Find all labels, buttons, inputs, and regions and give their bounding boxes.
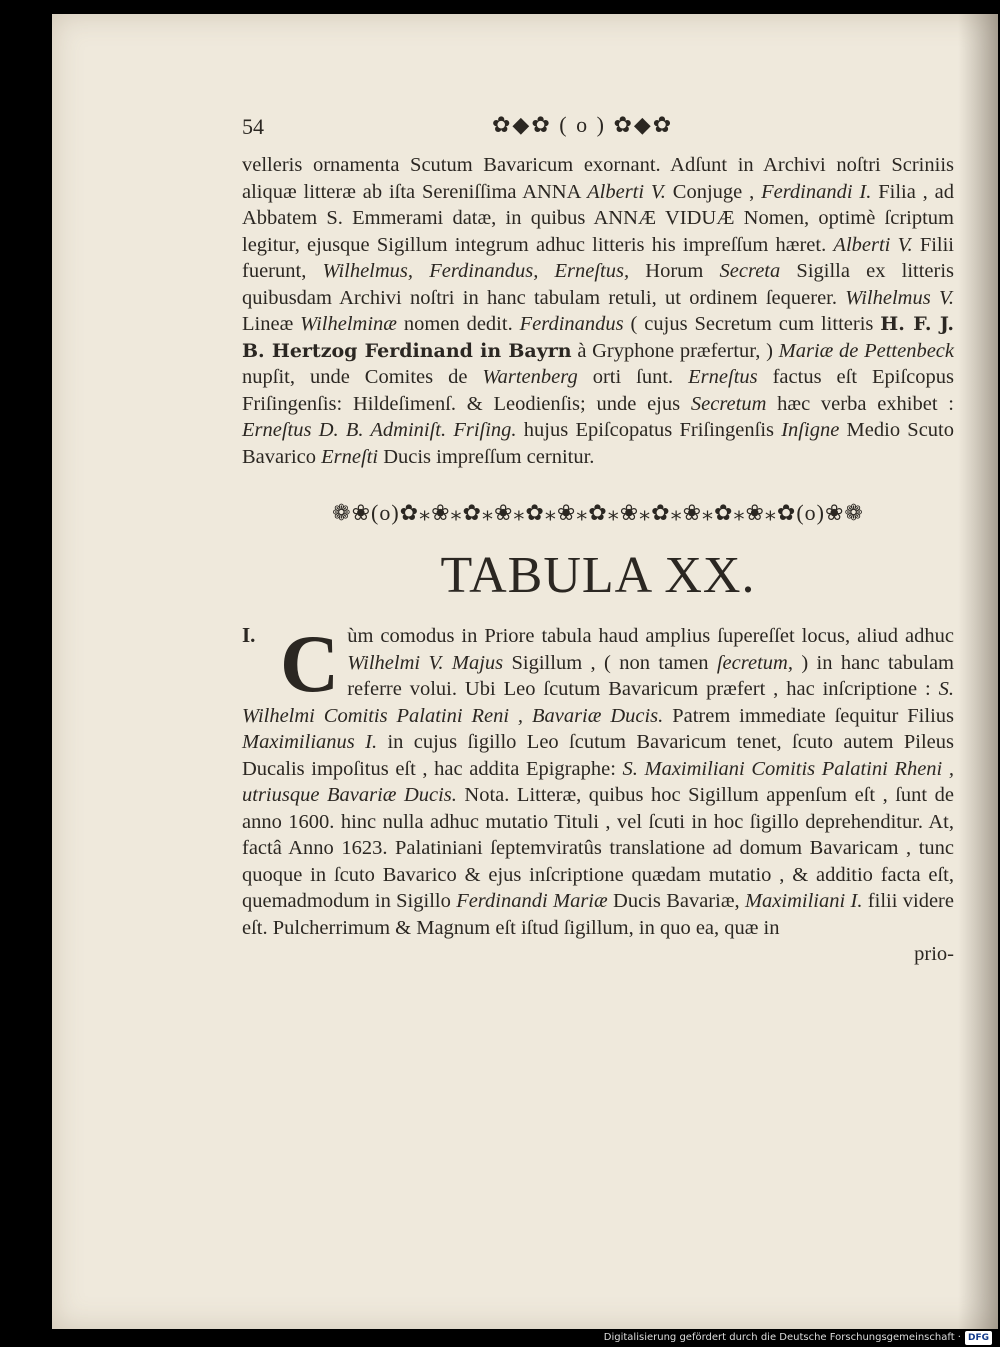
ornamental-divider: ❁❀(o)✿⁎❀⁎✿⁎❀⁎✿⁎❀⁎✿⁎❀⁎✿⁎❀⁎✿⁎❀⁎✿(o)❀❁ (332, 500, 864, 525)
catchword: prio- (914, 943, 954, 965)
section-number: I. (242, 623, 256, 647)
header-ornament: ✿◆✿ ( o ) ✿◆✿ (492, 112, 674, 137)
section-paragraph: ùm comodus in Priore tabula haud amplius ſupereſſet locus, aliud adhuc Wilhelmi V. Majus Sigillum , ( non tamen ſecretum, ) in hanc tabulam referre volui. Ubi Leo ſcutum Bavaricum præfert , hac inſcriptione : S. Wilhelmi Comitis Palatini Reni , Bavariæ Ducis. Patrem immediate ſequitur Filius Maximilianus I. in cujus ſigillo Leo ſcutum Bavaricum tenet, ſcuto autem Pileus Ducalis impoſitus eſt , hac addita Epigraphe: S. Maximiliani Comitis Palatini Rheni , utriusque Bavariæ Ducis. Nota. Litteræ, quibus hoc Sigillum appenſum eſt , ſunt de anno 1600. hinc nulla adhuc mutatio Tituli , vel ſcuti in hoc ſigillo deprehenditur. At, factâ Anno 1623. Palatiniani ſeptemviratûs translatione ad domum Bavaricam , tunc quoque in ſcuto Bavarico & ejus inſcriptione quædam mutatio , & additio facta eſt, quemadmodum in Sigillo Ferdinandi Mariæ Ducis Bavariæ, Maximiliani I. filii videre eſt. Pulcherrimum & Magnum eſt iſtud ſigillum, in quo ea, quæ in (242, 625, 954, 939)
footer-credit (600, 1331, 992, 1345)
dfg-logo-icon: DFG (965, 1331, 992, 1345)
footer-text: Digitalisierung gefördert durch die Deutsche Forschungsgemeinschaft · (603, 1332, 961, 1343)
section-title: TABULA XX. (440, 547, 756, 604)
gothic-inscription: H. F. J. B. Hertzog Ferdinand in Bayrn (242, 313, 954, 362)
book-page (52, 14, 998, 1329)
page-header (242, 112, 954, 152)
section-one (242, 618, 954, 966)
page-content (242, 112, 954, 966)
top-paragraph: velleris ornamenta Scutum Bavaricum exornant. Adſunt in Archivi noſtri Scriniis aliquæ litteræ ab iſta Sereniſſima ANNA Alberti V. Conjuge , Ferdinandi I. Filia , ad Abbatem S. Emmerami datæ, in quibus ANNÆ VIDUÆ Nomen, optimè ſcriptum legitur, ejusque Sigillum integrum adhuc litteris his impreſſum hæret. Alberti V. Filii fuerunt, Wilhelmus, Ferdinandus, Erneſtus, Horum Secreta Sigilla ex litteris quibusdam Archivi noſtri in hanc tabulam retuli, ut ordinem ſequerer. Wilhelmus V. Lineæ Wilhelminæ nomen dedit. Ferdinandus ( cujus Secretum cum litteris H. F. J. B. Hertzog Ferdinand in Bayrn à Gryphone præfertur, ) Mariæ de Pettenbeck nupſit, unde Comites de Wartenberg orti ſunt. Erneſtus factus eſt Epiſcopus Friſingenſis: Hildeſimenſ. & Leodienſis; unde ejus Secretum hæc verba exhibet : Erneſtus D. B. Adminiſt. Friſing. hujus Epiſcopatus Friſingenſis Inſigne Medio Scuto Bavarico Erneſti Ducis impreſſum cernitur. (242, 154, 955, 468)
drop-cap: C (280, 618, 340, 709)
page-number: 54 (242, 114, 264, 139)
